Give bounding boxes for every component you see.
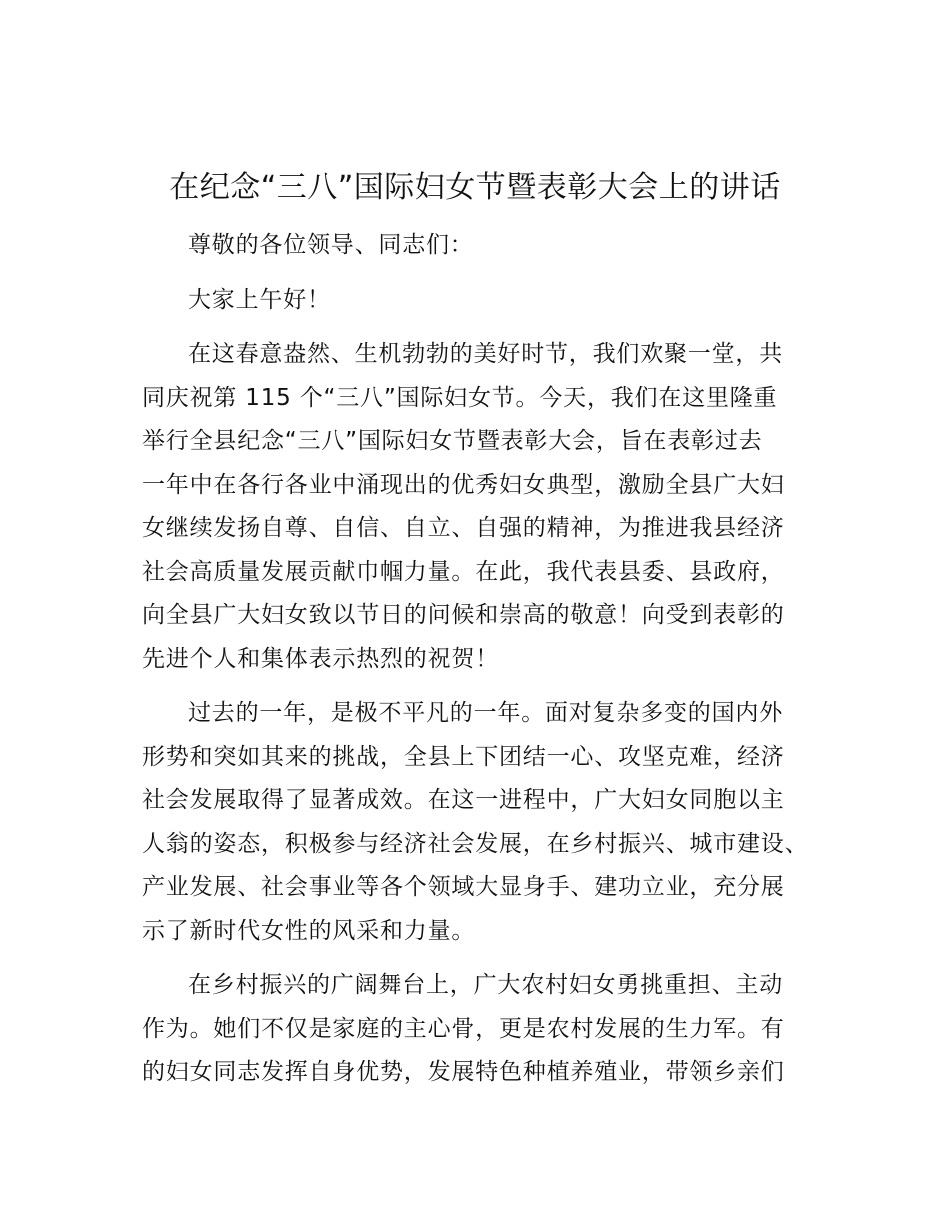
paragraph-line: 先进个人和集体表示热烈的祝贺！: [142, 645, 499, 672]
paragraph-line: 过去的一年，是极不平凡的一年。面对复杂多变的国内外: [188, 700, 783, 726]
document-body: [142, 224, 818, 1095]
paragraph-3: [142, 964, 818, 1095]
paragraph-line: 在这春意盎然、生机勃勃的美好时节，我们欢聚一堂，共: [188, 341, 783, 367]
greeting: 大家上午好！: [188, 286, 331, 313]
paragraph-line: 作为。她们不仅是家庭的主心骨，更是农村发展的生力军。有: [142, 1015, 785, 1042]
salutation: 尊敬的各位领导、同志们：: [188, 232, 474, 258]
paragraph-line: 的妇女同志发挥自身优势，发展特色种植养殖业，带领乡亲们: [142, 1059, 785, 1085]
paragraph-line: 女继续发扬自尊、自信、自立、自强的精神，为推进我县经济: [142, 515, 785, 541]
paragraph-line: 社会发展取得了显著成效。在这一进程中，广大妇女同胞以主: [142, 787, 785, 813]
paragraph-line: 向全县广大妇女致以节日的问候和崇高的敬意！向受到表彰的: [142, 602, 785, 628]
paragraph-line: 人翁的姿态，积极参与经济社会发展，在乡村振兴、城市建设、: [142, 830, 809, 857]
paragraph-line: 示了新时代女性的风采和力量。: [142, 917, 476, 944]
paragraph-line: 在乡村振兴的广阔舞台上，广大农村妇女勇挑重担、主动: [188, 972, 783, 998]
paragraph-1: [142, 333, 818, 681]
paragraph-line: 一年中在各行各业中涌现出的优秀妇女典型，激励全县广大妇: [142, 471, 785, 498]
paragraph-2: [142, 692, 818, 953]
document-title: 在纪念“三八”国际妇女节暨表彰大会上的讲话: [169, 170, 781, 205]
paragraph-line: 形势和突如其来的挑战，全县上下团结一心、攻坚克难，经济: [142, 743, 785, 770]
paragraph-line: 社会高质量发展贡献巾帼力量。在此，我代表县委、县政府，: [142, 558, 785, 585]
paragraph-line: 举行全县纪念“三八”国际妇女节暨表彰大会，旨在表彰过去: [142, 428, 763, 454]
paragraph-line: 同庆祝第 115 个“三八”国际妇女节。今天，我们在这里隆重: [142, 384, 778, 411]
paragraph-line: 产业发展、社会事业等各个领域大显身手、建功立业，充分展: [142, 874, 785, 900]
